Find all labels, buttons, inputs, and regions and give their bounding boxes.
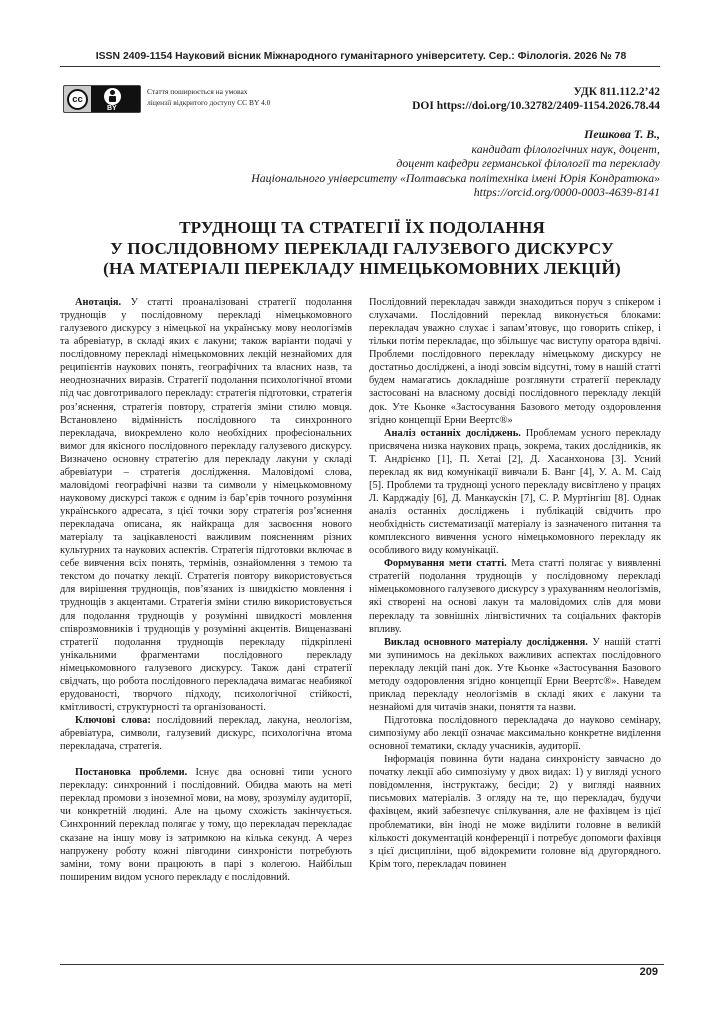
article-goal [369, 557, 661, 635]
author-name: Пешкова Т. В., [584, 127, 660, 141]
main-material [369, 636, 661, 714]
abstract [60, 296, 352, 714]
abstract-label: Анотація. [75, 297, 122, 308]
author-position: доцент кафедри германської філології та перекладу [396, 156, 660, 171]
title-line-1: ТРУДНОЩІ ТА СТРАТЕГІЇ ЇХ ПОДОЛАННЯ [179, 218, 545, 237]
udk-code: УДК 811.112.2’42 [573, 86, 660, 98]
right-column [369, 296, 661, 871]
attribution-person-icon [104, 88, 121, 105]
goal-text: Мета статті полягає у виявленні стратегій подолання труднощів у послідовному перекладі німецькомовного галузевого дискурсу з урахуванням неологізмів, які створені на основі лакун та маловідомих слів для мови перекладу та зовнішніх лінгвістичних та соціальних факторів впливу. [369, 558, 661, 635]
analysis-text: Проблемам усного перекладу присвячена низка наукових праць, зокрема, таких дослідників, як Т. Андрієнко [1], П. Хетаі [2], Д. Хасанхонова [3]. Усний переклад як вид комунікації вивчали Б. Ванг [4], У. А. М. Саід [5]. Проблеми та труднощі усного перекладу висвітлено у працях Л. Карджадіу [6], Д. Манкаускін [7], С. Р. Муртінгіш [8]. Однак аналіз останніх досліджень і публікацій свідчить про необхідність систематизації матеріалу із зазначеного питання та комплексного вивчення усного німецькомовного перекладу як особливого виду комунікації. [369, 427, 661, 557]
page-number: 209 [639, 966, 658, 978]
cc-icon: cc [67, 89, 88, 110]
paragraph-information: Інформація повинна бути надана синхроністу завчасно до початку лекції або симпозіуму у двох видах: 1) у вигляді усного повідомлення, інструктажу, бесіди; 2) у вигляді наявних письмових матеріалів. З огляду на те, що перекладач, будучи фахівцем, який забезпечує спілкування, але не фахівцем із цієї проблематики, він іноді не може виділити головне в великій кількості документацій конференції і потребує допомоги фахівця з цієї дисципліни, щоб відокремити головне від другорядного. Крім того, перекладач повинен [369, 754, 661, 870]
recent-research [369, 427, 661, 558]
keywords [60, 714, 352, 753]
problem-statement [60, 766, 352, 884]
abstract-text: У статті проаналізовані стратегії подолання труднощів у послідовному перекладі німецькомовного галузевого дискурсу з німецької на українську мову неологізмів та абревіатур, в складі яких є лакуни; також варіанти подачі у послідовному перекладі німецькомовних лекцій незнайомих для реципієнтів наукових понять, географічних та власних назв, та неоднозначних виразів. Стратегії подолання психологічної втоми під час довготривалого перекладу: стратегія підготовки, стратегія роз’яснення, стратегія повтору, стратегія зміни стилю мовця. Встановлено відмінність послідовного та синхронного перекладача, виокремлено коло необхідних професіональних вимог для якісного послідовного перекладу галузевого дискурсу. Визначено основну стратегію для перекладу лакуни у складі абревіатури – стратегія дослідження. Маловідомі слова, маловідомі географічні назви та символи у німецькомовному науковому дискурсі також є одним із бар’єрів точного розуміння українського адресата, з цієї точки зору стратегія роз’яснення перекладача описана, як найкраща для засвоєння нового матеріалу та зацікавленості важливим поясненням різних культурних та наукових аспектів. Стратегія підготовки включає в себе вивчення всіх понять, термінів, ознайомлення з темою та текстом до початку лекції. Стратегія повтору використовується для вирішення труднощів, пов’язаних із швидкістю мовлення і труднощів з акцентами. Стратегія зміни стилю використовується для подолання труднощів у розумінні швидкості мовлення співрозмовників і труднощів у розумінні акцентів. Вищеназвані стратегії подолання труднощів перекладу підкріплені унікальними фрагментами послідовного перекладу німецькомовного галузевого дискурсу. Також дані стратегії свідчать, що робота послідовного перекладача вимагає неабиякої ерудованості, творчого підходу, психологічної стійкості, кмітливості, структурності та організованості. [60, 297, 352, 713]
cc-license-badge[interactable] [63, 85, 141, 113]
keywords-label: Ключові слова: [75, 715, 151, 726]
by-label: BY [107, 105, 117, 112]
doi-link[interactable]: DOI https://doi.org/10.32782/2409-1154.2026.78.44 [412, 100, 660, 112]
license-line-1: Стаття поширюється на умовах [147, 87, 248, 96]
footer-divider [60, 964, 664, 965]
paragraph-preparation: Підготовка послідовного перекладача до науково семінару, симпозіуму або лекції означає максимально конкретне виділення основної тематики, складу учасників, аудиторії. [369, 715, 661, 753]
keywords-text: послідовний переклад, лакуна, неологізм, абревіатура, символи, галузевий дискурс, психологічна втома перекладача, стратегія. [60, 715, 352, 753]
analysis-label: Аналіз останніх досліджень. [384, 427, 521, 439]
author-block [251, 127, 660, 200]
main-text: У нашій статті ми зупинимось на декількох важливих аспектах послідовного перекладу лекцій пані док. Уте Кьонке «Застосування Базового методу оздоровлення згідно концепції Ерни Веертс®». Наведем приклад перекладу неологізмів в складі яких є лакуни та незнайомі для читачів знаки, поняття та назви. [369, 636, 661, 713]
main-label: Виклад основного матеріалу дослідження. [384, 636, 588, 648]
header-divider [60, 66, 660, 67]
article-title [60, 218, 664, 280]
title-line-2: У ПОСЛІДОВНОМУ ПЕРЕКЛАДІ ГАЛУЗЕВОГО ДИСКУРСУ [110, 238, 614, 258]
license-note [147, 87, 270, 108]
problem-text: Існує два основні типи усного перекладу: синхронний і послідовний. Обидва мають на меті переклад промови з іноземної мови, на мову, зрозумілу аудиторії, чи конкретній людині. Але на цьому схожість закінчується. Синхронний переклад полягає у тому, що перекладач перекладає сказане на іншу мову із затримкою на кілька секунд. А через напружену роботу кожні півгодини синхроністи потребують заміни, тому вони працюють в парі з колегою. Найбільш поширеним видом усного перекладу є послідовний. [60, 767, 352, 883]
left-column [60, 296, 352, 884]
problem-label: Постановка проблеми. [75, 767, 188, 779]
goal-label: Формування мети статті. [384, 558, 507, 570]
author-affiliation: Національного університету «Полтавська політехніка імені Юрія Кондратюка» [251, 170, 660, 185]
license-line-2: ліцензії відкритого доступу CC BY 4.0 [147, 97, 271, 107]
author-orcid[interactable]: https://orcid.org/0000-0003-4639-8141 [473, 185, 660, 200]
title-line-3: (НА МАТЕРІАЛІ ПЕРЕКЛАДУ НІМЕЦЬКОМОВНИХ ЛЕКЦІЙ) [103, 259, 621, 278]
by-section [91, 86, 140, 112]
author-degree: кандидат філологічних наук, доцент, [471, 141, 660, 156]
paragraph-consecutive-interpreter: Послідовний перекладач завжди знаходиться поруч з спікером і слухачами. Послідовний переклад виконується блоками: перекладач уважно слухає і запам’ятовує, що говорить спікер, і тільки потім перекладає, що збільшує час виступу оратора вдвічі. Проблеми послідовного перекладу німецькому дискурсу не достатньо досліджені, а іноді зовсім відсутні, тому в нашій статті будем намагатись докладніше розглянути стратегії перекладу застосовані на власному досвіді послідовного перекладу лекцій док. Уте Кьонке «Застосування Базового методу оздоровлення згідно концепції Ерни Веертс®» [369, 297, 661, 426]
running-header: ISSN 2409-1154 Науковий вісник Міжнародного гуманітарного університету. Сер.: Філологія. 2026 № 78 [95, 51, 627, 62]
